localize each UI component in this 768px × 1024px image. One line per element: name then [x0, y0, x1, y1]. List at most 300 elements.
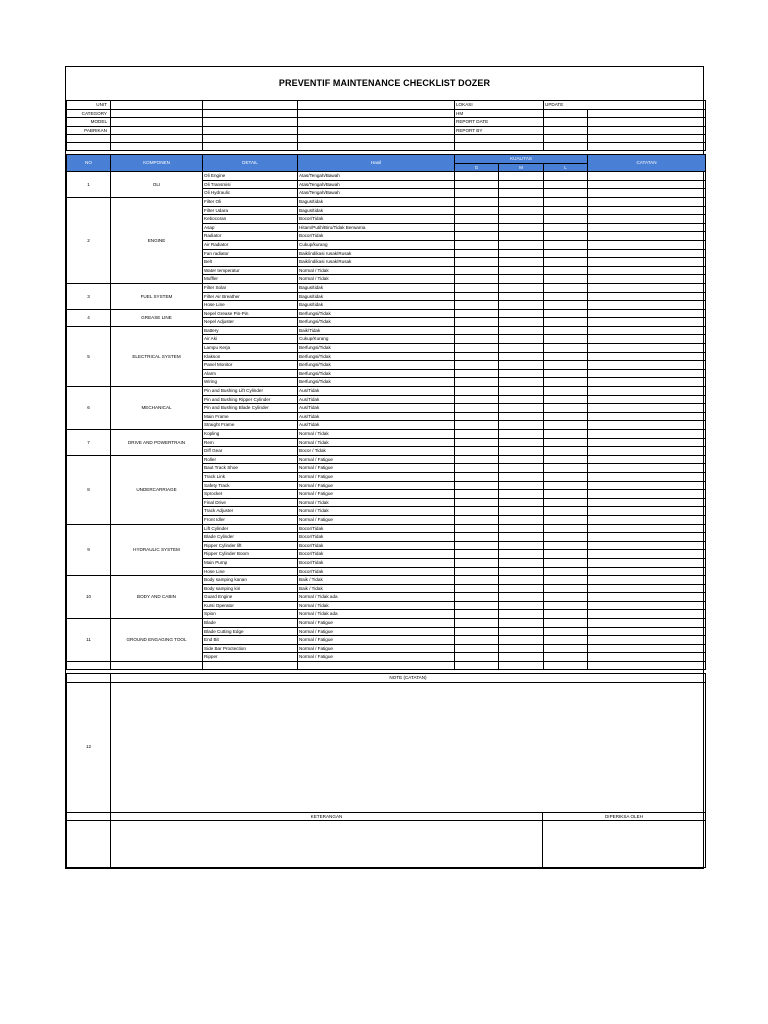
catatan-cell[interactable]	[588, 627, 706, 636]
hasil-cell: Normal / Fatigue	[298, 653, 455, 662]
report-date-field[interactable]	[544, 118, 588, 127]
quality-l-cell[interactable]	[544, 215, 588, 224]
report-by-field[interactable]	[544, 126, 588, 135]
component-name: ELECTRICAL SYSTEM	[111, 326, 203, 386]
quality-l-cell[interactable]	[544, 472, 588, 481]
quality-g-cell[interactable]	[455, 395, 499, 404]
quality-m-cell[interactable]	[499, 524, 544, 533]
quality-l-cell[interactable]	[544, 404, 588, 413]
section-number: 1	[67, 172, 111, 198]
quality-l-cell[interactable]	[544, 558, 588, 567]
quality-g-cell[interactable]	[455, 387, 499, 396]
catatan-cell[interactable]	[588, 197, 706, 206]
quality-g-cell[interactable]	[455, 601, 499, 610]
quality-m-cell[interactable]	[499, 455, 544, 464]
quality-m-cell[interactable]	[499, 610, 544, 619]
quality-m-cell[interactable]	[499, 541, 544, 550]
quality-g-cell[interactable]	[455, 558, 499, 567]
quality-m-cell[interactable]	[499, 301, 544, 310]
quality-g-cell[interactable]	[455, 292, 499, 301]
detail-cell: Hose Line	[203, 567, 298, 576]
quality-g-cell[interactable]	[455, 576, 499, 585]
catatan-cell[interactable]	[588, 326, 706, 335]
quality-g-cell[interactable]	[455, 533, 499, 542]
quality-l-cell[interactable]	[544, 369, 588, 378]
hasil-cell: Normal / Fatigue	[298, 515, 455, 524]
table-row	[67, 455, 706, 464]
quality-l-cell[interactable]	[544, 206, 588, 215]
hasil-cell: Normal / Fatigue	[298, 455, 455, 464]
quality-l-cell[interactable]	[544, 533, 588, 542]
catatan-cell[interactable]	[588, 541, 706, 550]
quality-l-cell[interactable]	[544, 601, 588, 610]
category-field[interactable]	[111, 109, 203, 118]
catatan-cell[interactable]	[588, 447, 706, 456]
quality-l-cell[interactable]	[544, 541, 588, 550]
quality-l-cell[interactable]	[544, 430, 588, 439]
catatan-cell[interactable]	[588, 249, 706, 258]
quality-m-cell[interactable]	[499, 550, 544, 559]
catatan-cell[interactable]	[588, 567, 706, 576]
quality-g-cell[interactable]	[455, 318, 499, 327]
quality-g-cell[interactable]	[455, 344, 499, 353]
quality-l-cell[interactable]	[544, 223, 588, 232]
quality-g-cell[interactable]	[455, 352, 499, 361]
quality-g-cell[interactable]	[455, 524, 499, 533]
quality-g-cell[interactable]	[455, 215, 499, 224]
catatan-cell[interactable]	[588, 387, 706, 396]
quality-m-cell[interactable]	[499, 387, 544, 396]
quality-l-cell[interactable]	[544, 567, 588, 576]
update-label: UPDATE	[544, 101, 706, 110]
component-name: OLI	[111, 172, 203, 198]
catatan-cell[interactable]	[588, 601, 706, 610]
quality-l-cell[interactable]	[544, 378, 588, 387]
diperiksa-area[interactable]	[543, 821, 706, 868]
quality-l-cell[interactable]	[544, 172, 588, 181]
quality-m-cell[interactable]	[499, 378, 544, 387]
detail-cell: Diff Gear	[203, 447, 298, 456]
catatan-cell[interactable]	[588, 240, 706, 249]
quality-m-cell[interactable]	[499, 361, 544, 370]
catatan-cell[interactable]	[588, 232, 706, 241]
catatan-cell[interactable]	[588, 266, 706, 275]
catatan-cell[interactable]	[588, 275, 706, 284]
detail-cell: Panel Monitor	[203, 361, 298, 370]
hasil-cell: Aus/Tidak	[298, 387, 455, 396]
quality-l-cell[interactable]	[544, 524, 588, 533]
quality-l-cell[interactable]	[544, 309, 588, 318]
quality-g-cell[interactable]	[455, 421, 499, 430]
quality-g-cell[interactable]	[455, 653, 499, 662]
catatan-cell[interactable]	[588, 206, 706, 215]
quality-g-cell[interactable]	[455, 627, 499, 636]
quality-g-cell[interactable]	[455, 636, 499, 645]
table-row	[67, 309, 706, 318]
table-row	[67, 524, 706, 533]
detail-cell: Spion	[203, 610, 298, 619]
catatan-cell[interactable]	[588, 292, 706, 301]
quality-g-cell[interactable]	[455, 619, 499, 628]
quality-l-cell[interactable]	[544, 301, 588, 310]
quality-l-cell[interactable]	[544, 189, 588, 198]
hasil-cell: Atas/Tengah/Bawah	[298, 180, 455, 189]
catatan-cell[interactable]	[588, 576, 706, 585]
quality-m-cell[interactable]	[499, 644, 544, 653]
quality-m-cell[interactable]	[499, 395, 544, 404]
quality-l-cell[interactable]	[544, 644, 588, 653]
catatan-cell[interactable]	[588, 395, 706, 404]
quality-l-cell[interactable]	[544, 361, 588, 370]
lokasi-label: LOKASI	[455, 101, 544, 110]
component-name: HYDRAULIC SYSTEM	[111, 524, 203, 576]
catatan-cell[interactable]	[588, 378, 706, 387]
quality-m-cell[interactable]	[499, 507, 544, 516]
hasil-cell: Normal / Fatigue	[298, 490, 455, 499]
model-field[interactable]	[111, 118, 203, 127]
detail-cell: Ripper Cylinder Boom	[203, 550, 298, 559]
quality-g-cell[interactable]	[455, 283, 499, 292]
quality-l-cell[interactable]	[544, 447, 588, 456]
category-label: CATEGORY	[67, 109, 111, 118]
quality-l-cell[interactable]	[544, 249, 588, 258]
quality-m-cell[interactable]	[499, 223, 544, 232]
quality-g-cell[interactable]	[455, 258, 499, 267]
quality-g-cell[interactable]	[455, 430, 499, 439]
quality-m-cell[interactable]	[499, 232, 544, 241]
col-kualitas: KUALITAS	[455, 155, 588, 164]
quality-g-cell[interactable]	[455, 172, 499, 181]
quality-g-cell[interactable]	[455, 515, 499, 524]
quality-l-cell[interactable]	[544, 421, 588, 430]
detail-cell: Oli Hydraulic	[203, 189, 298, 198]
catatan-cell[interactable]	[588, 636, 706, 645]
table-row	[67, 576, 706, 585]
quality-m-cell[interactable]	[499, 249, 544, 258]
hm-field[interactable]	[544, 109, 588, 118]
quality-g-cell[interactable]	[455, 447, 499, 456]
quality-l-cell[interactable]	[544, 387, 588, 396]
catatan-cell[interactable]	[588, 430, 706, 439]
quality-g-cell[interactable]	[455, 404, 499, 413]
catatan-cell[interactable]	[588, 258, 706, 267]
hasil-cell: Baik/Tidak	[298, 326, 455, 335]
catatan-cell[interactable]	[588, 464, 706, 473]
catatan-cell[interactable]	[588, 223, 706, 232]
quality-g-cell[interactable]	[455, 309, 499, 318]
detail-cell: Alarm	[203, 369, 298, 378]
quality-l-cell[interactable]	[544, 438, 588, 447]
quality-l-cell[interactable]	[544, 455, 588, 464]
catatan-cell[interactable]	[588, 189, 706, 198]
detail-cell: Air Radiator	[203, 240, 298, 249]
hasil-cell: Cukup/Kurang	[298, 335, 455, 344]
quality-m-cell[interactable]	[499, 275, 544, 284]
quality-g-cell[interactable]	[455, 232, 499, 241]
detail-cell: Muffler	[203, 275, 298, 284]
quality-g-cell[interactable]	[455, 567, 499, 576]
hasil-cell: Normal / Tidak	[298, 507, 455, 516]
quality-g-cell[interactable]	[455, 335, 499, 344]
quality-g-cell[interactable]	[455, 223, 499, 232]
table-row	[67, 172, 706, 181]
catatan-cell[interactable]	[588, 301, 706, 310]
quality-m-cell[interactable]	[499, 240, 544, 249]
hasil-cell: Baik/indikasi rusak/Rusak	[298, 258, 455, 267]
quality-m-cell[interactable]	[499, 258, 544, 267]
catatan-cell[interactable]	[588, 644, 706, 653]
catatan-cell[interactable]	[588, 283, 706, 292]
catatan-cell[interactable]	[588, 404, 706, 413]
keterangan-label: KETERANGAN	[111, 812, 543, 821]
catatan-cell[interactable]	[588, 455, 706, 464]
quality-l-cell[interactable]	[544, 627, 588, 636]
quality-g-cell[interactable]	[455, 249, 499, 258]
quality-l-cell[interactable]	[544, 576, 588, 585]
quality-g-cell[interactable]	[455, 550, 499, 559]
hasil-cell: Bocor/Tidak	[298, 558, 455, 567]
quality-l-cell[interactable]	[544, 335, 588, 344]
catatan-cell[interactable]	[588, 421, 706, 430]
quality-m-cell[interactable]	[499, 576, 544, 585]
catatan-cell[interactable]	[588, 335, 706, 344]
quality-m-cell[interactable]	[499, 584, 544, 593]
quality-m-cell[interactable]	[499, 326, 544, 335]
quality-g-cell[interactable]	[455, 438, 499, 447]
quality-m-cell[interactable]	[499, 533, 544, 542]
report-date-label: REPORT DATE	[455, 118, 544, 127]
hasil-cell: Normal / Fatigue	[298, 481, 455, 490]
quality-l-cell[interactable]	[544, 610, 588, 619]
detail-cell: Guard Engine	[203, 593, 298, 602]
quality-m-cell[interactable]	[499, 283, 544, 292]
quality-l-cell[interactable]	[544, 344, 588, 353]
quality-l-cell[interactable]	[544, 593, 588, 602]
quality-l-cell[interactable]	[544, 395, 588, 404]
catatan-cell[interactable]	[588, 472, 706, 481]
quality-l-cell[interactable]	[544, 292, 588, 301]
catatan-cell[interactable]	[588, 653, 706, 662]
quality-l-cell[interactable]	[544, 240, 588, 249]
quality-m-cell[interactable]	[499, 567, 544, 576]
quality-g-cell[interactable]	[455, 206, 499, 215]
quality-m-cell[interactable]	[499, 472, 544, 481]
quality-l-cell[interactable]	[544, 464, 588, 473]
quality-m-cell[interactable]	[499, 412, 544, 421]
catatan-cell[interactable]	[588, 524, 706, 533]
quality-g-cell[interactable]	[455, 266, 499, 275]
quality-m-cell[interactable]	[499, 653, 544, 662]
quality-m-cell[interactable]	[499, 335, 544, 344]
detail-cell: Roller	[203, 455, 298, 464]
hasil-cell: Normal / Tidak	[298, 275, 455, 284]
quality-l-cell[interactable]	[544, 197, 588, 206]
quality-g-cell[interactable]	[455, 541, 499, 550]
quality-g-cell[interactable]	[455, 593, 499, 602]
catatan-cell[interactable]	[588, 318, 706, 327]
quality-l-cell[interactable]	[544, 515, 588, 524]
quality-m-cell[interactable]	[499, 601, 544, 610]
note-area[interactable]	[111, 682, 706, 812]
catatan-cell[interactable]	[588, 481, 706, 490]
catatan-cell[interactable]	[588, 215, 706, 224]
col-hasil: Hasil	[298, 155, 455, 172]
detail-cell: Blade Cutting Edge	[203, 627, 298, 636]
quality-m-cell[interactable]	[499, 352, 544, 361]
quality-l-cell[interactable]	[544, 180, 588, 189]
quality-g-cell[interactable]	[455, 455, 499, 464]
catatan-cell[interactable]	[588, 515, 706, 524]
quality-m-cell[interactable]	[499, 404, 544, 413]
quality-l-cell[interactable]	[544, 584, 588, 593]
pabrikan-field[interactable]	[111, 126, 203, 135]
catatan-cell[interactable]	[588, 584, 706, 593]
quality-l-cell[interactable]	[544, 507, 588, 516]
catatan-cell[interactable]	[588, 610, 706, 619]
quality-m-cell[interactable]	[499, 593, 544, 602]
quality-l-cell[interactable]	[544, 498, 588, 507]
hasil-cell: Cukup/kurang	[298, 240, 455, 249]
catatan-cell[interactable]	[588, 180, 706, 189]
quality-g-cell[interactable]	[455, 584, 499, 593]
quality-g-cell[interactable]	[455, 481, 499, 490]
catatan-cell[interactable]	[588, 412, 706, 421]
component-name: FUEL SYSTEM	[111, 283, 203, 309]
section-number: 3	[67, 283, 111, 309]
quality-l-cell[interactable]	[544, 352, 588, 361]
quality-l-cell[interactable]	[544, 481, 588, 490]
catatan-cell[interactable]	[588, 550, 706, 559]
quality-g-cell[interactable]	[455, 378, 499, 387]
catatan-cell[interactable]	[588, 490, 706, 499]
quality-g-cell[interactable]	[455, 189, 499, 198]
quality-m-cell[interactable]	[499, 197, 544, 206]
detail-cell: Pin and Bushing Lift Cylinder	[203, 387, 298, 396]
quality-m-cell[interactable]	[499, 369, 544, 378]
quality-m-cell[interactable]	[499, 189, 544, 198]
hasil-cell: Baik / Tidak	[298, 576, 455, 585]
quality-l-cell[interactable]	[544, 326, 588, 335]
quality-l-cell[interactable]	[544, 266, 588, 275]
quality-g-cell[interactable]	[455, 326, 499, 335]
col-g: G	[455, 163, 499, 172]
catatan-cell[interactable]	[588, 438, 706, 447]
quality-g-cell[interactable]	[455, 361, 499, 370]
catatan-cell[interactable]	[588, 533, 706, 542]
section-number: 4	[67, 309, 111, 326]
hasil-cell: Berfungsi/Tidak	[298, 344, 455, 353]
quality-g-cell[interactable]	[455, 180, 499, 189]
quality-l-cell[interactable]	[544, 619, 588, 628]
quality-g-cell[interactable]	[455, 464, 499, 473]
quality-m-cell[interactable]	[499, 498, 544, 507]
table-row	[67, 662, 706, 670]
quality-m-cell[interactable]	[499, 266, 544, 275]
hasil-cell: Normal / Fatigue	[298, 464, 455, 473]
quality-m-cell[interactable]	[499, 292, 544, 301]
quality-g-cell[interactable]	[455, 490, 499, 499]
quality-m-cell[interactable]	[499, 619, 544, 628]
catatan-cell[interactable]	[588, 309, 706, 318]
quality-l-cell[interactable]	[544, 550, 588, 559]
component-name: BODY AND CABIN	[111, 576, 203, 619]
quality-g-cell[interactable]	[455, 197, 499, 206]
quality-m-cell[interactable]	[499, 481, 544, 490]
quality-l-cell[interactable]	[544, 258, 588, 267]
quality-m-cell[interactable]	[499, 464, 544, 473]
quality-l-cell[interactable]	[544, 636, 588, 645]
quality-l-cell[interactable]	[544, 283, 588, 292]
detail-cell: Track Adjuster	[203, 507, 298, 516]
quality-m-cell[interactable]	[499, 490, 544, 499]
table-row	[67, 197, 706, 206]
catatan-cell[interactable]	[588, 352, 706, 361]
quality-l-cell[interactable]	[544, 653, 588, 662]
quality-m-cell[interactable]	[499, 180, 544, 189]
quality-g-cell[interactable]	[455, 472, 499, 481]
quality-m-cell[interactable]	[499, 421, 544, 430]
hasil-cell: Bocor/Tidak	[298, 541, 455, 550]
detail-cell: Lampu Kerja	[203, 344, 298, 353]
quality-m-cell[interactable]	[499, 309, 544, 318]
unit-field[interactable]	[111, 101, 203, 110]
quality-g-cell[interactable]	[455, 498, 499, 507]
quality-m-cell[interactable]	[499, 558, 544, 567]
quality-m-cell[interactable]	[499, 627, 544, 636]
quality-m-cell[interactable]	[499, 430, 544, 439]
hasil-cell: Baik/indikasi rusak/Rusak	[298, 249, 455, 258]
quality-l-cell[interactable]	[544, 490, 588, 499]
quality-l-cell[interactable]	[544, 412, 588, 421]
catatan-cell[interactable]	[588, 369, 706, 378]
quality-m-cell[interactable]	[499, 206, 544, 215]
quality-m-cell[interactable]	[499, 344, 544, 353]
catatan-cell[interactable]	[588, 593, 706, 602]
quality-g-cell[interactable]	[455, 610, 499, 619]
quality-l-cell[interactable]	[544, 232, 588, 241]
table-row	[67, 430, 706, 439]
quality-m-cell[interactable]	[499, 215, 544, 224]
catatan-cell[interactable]	[588, 619, 706, 628]
quality-m-cell[interactable]	[499, 636, 544, 645]
col-komponen: KOMPONEN	[111, 155, 203, 172]
quality-g-cell[interactable]	[455, 644, 499, 653]
quality-m-cell[interactable]	[499, 447, 544, 456]
quality-g-cell[interactable]	[455, 240, 499, 249]
quality-m-cell[interactable]	[499, 515, 544, 524]
quality-g-cell[interactable]	[455, 412, 499, 421]
catatan-cell[interactable]	[588, 172, 706, 181]
col-catatan: CATATAN	[588, 155, 706, 172]
note-label: NOTE (CATATAN)	[111, 674, 706, 683]
quality-m-cell[interactable]	[499, 438, 544, 447]
quality-g-cell[interactable]	[455, 301, 499, 310]
catatan-cell[interactable]	[588, 361, 706, 370]
catatan-cell[interactable]	[588, 498, 706, 507]
col-detail: DETAIL	[203, 155, 298, 172]
quality-g-cell[interactable]	[455, 275, 499, 284]
quality-l-cell[interactable]	[544, 318, 588, 327]
quality-m-cell[interactable]	[499, 172, 544, 181]
keterangan-area[interactable]	[111, 821, 543, 868]
quality-g-cell[interactable]	[455, 507, 499, 516]
quality-l-cell[interactable]	[544, 275, 588, 284]
catatan-cell[interactable]	[588, 344, 706, 353]
quality-m-cell[interactable]	[499, 318, 544, 327]
catatan-cell[interactable]	[588, 558, 706, 567]
catatan-cell[interactable]	[588, 507, 706, 516]
quality-g-cell[interactable]	[455, 369, 499, 378]
